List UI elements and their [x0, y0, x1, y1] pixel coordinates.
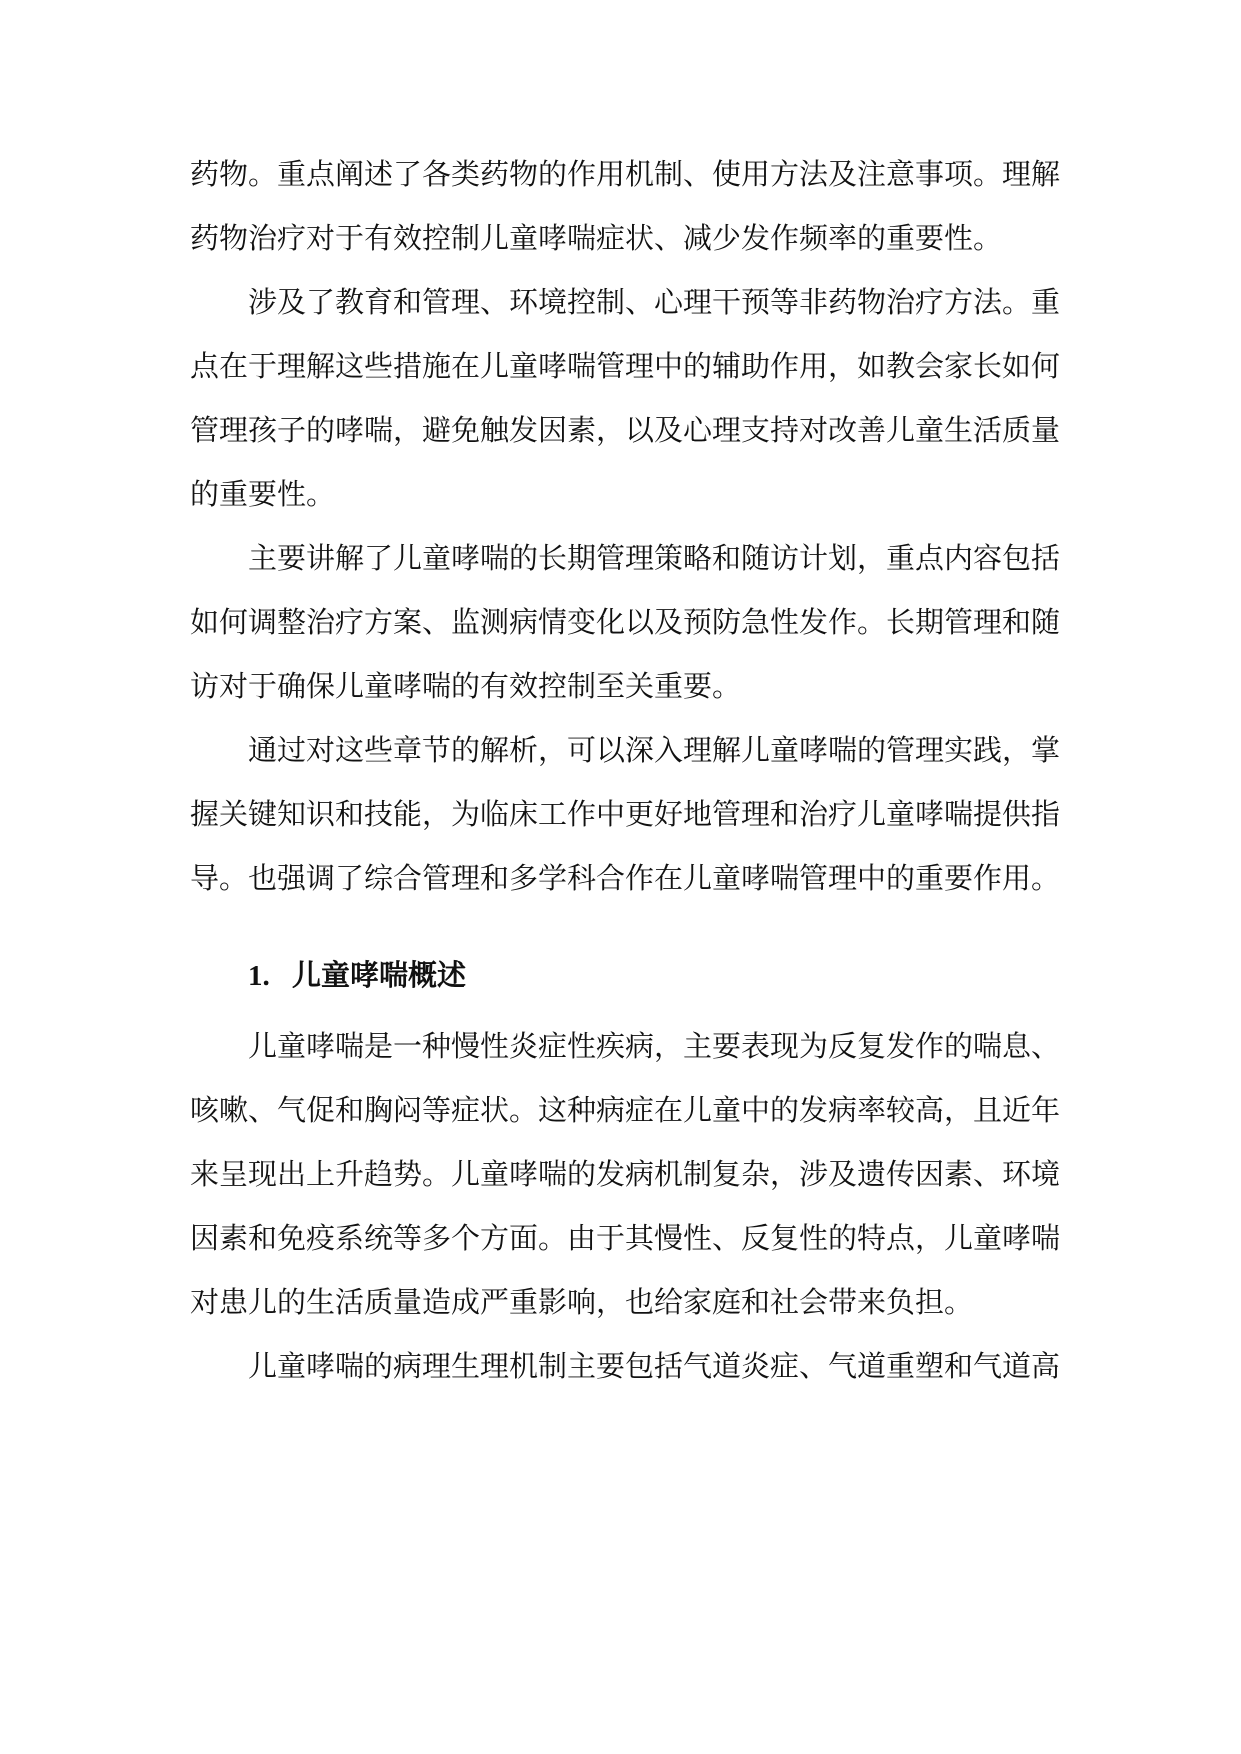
section-number: 1.: [248, 960, 270, 992]
paragraph: 药物。重点阐述了各类药物的作用机制、使用方法及注意事项。理解药物治疗对于有效控制儿童哮喘症状、减少发作频率的重要性。: [190, 157, 1061, 255]
document-body: [190, 142, 1060, 1398]
paragraph: 儿童哮喘是一种慢性炎症性疾病，主要表现为反复发作的喘息、咳嗽、气促和胸闷等症状。这种病症在儿童中的发病率较高，且近年来呈现出上升趋势。儿童哮喘的发病机制复杂，涉及遗传因素、环境因素和免疫系统等多个方面。由于其慢性、反复性的特点，儿童哮喘对患儿的生活质量造成严重影响，也给家庭和社会带来负担。: [190, 1029, 1061, 1319]
paragraph: 儿童哮喘的病理生理机制主要包括气道炎症、气道重塑和气道高: [248, 1349, 1061, 1383]
section-heading: [190, 943, 1060, 1008]
paragraph: 主要讲解了儿童哮喘的长期管理策略和随访计划，重点内容包括如何调整治疗方案、监测病情变化以及预防急性发作。长期管理和随访对于确保儿童哮喘的有效控制至关重要。: [190, 541, 1061, 703]
paragraph: 涉及了教育和管理、环境控制、心理干预等非药物治疗方法。重点在于理解这些措施在儿童哮喘管理中的辅助作用，如教会家长如何管理孩子的哮喘，避免触发因素，以及心理支持对改善儿童生活质量的重要性。: [190, 285, 1061, 511]
paragraph: 通过对这些章节的解析，可以深入理解儿童哮喘的管理实践，掌握关键知识和技能，为临床工作中更好地管理和治疗儿童哮喘提供指导。也强调了综合管理和多学科合作在儿童哮喘管理中的重要作用。: [190, 733, 1061, 895]
section-title: 儿童哮喘概述: [292, 958, 467, 992]
